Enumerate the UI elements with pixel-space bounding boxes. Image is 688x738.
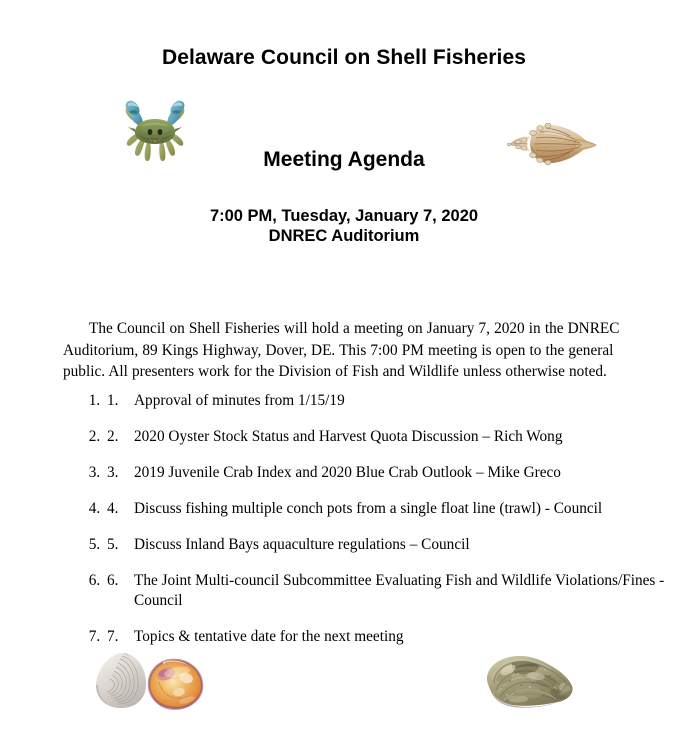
agenda-item-text: 2019 Juvenile Crab Index and 2020 Blue Crab Outlook – Mike Greco <box>134 464 561 481</box>
meeting-details <box>0 206 688 246</box>
agenda-item-5 <box>104 535 684 555</box>
agenda-item-6 <box>104 571 684 611</box>
agenda-item-7 <box>104 627 684 647</box>
agenda-item-number: 2. 2. <box>107 428 119 445</box>
page-title: Delaware Council on Shell Fisheries <box>161 46 527 69</box>
hard-clam-quahog-shells-image <box>91 648 209 714</box>
agenda-heading: Meeting Agenda <box>263 148 425 171</box>
agenda-item-text: The Joint Multi-council Subcommittee Evaluating Fish and Wildlife Violations/Fines - Council <box>134 572 665 609</box>
agenda-item-1 <box>104 391 684 411</box>
agenda-item-text: 2020 Oyster Stock Status and Harvest Quota Discussion – Rich Wong <box>134 428 563 445</box>
agenda-item-text: Topics & tentative date for the next meeting <box>134 628 404 645</box>
knobbed-whelk-conch-shell-image <box>502 118 598 170</box>
agenda-item-2 <box>104 427 684 447</box>
agenda-item-4 <box>104 499 684 519</box>
eastern-oyster-shell-image <box>474 650 576 714</box>
agenda-item-number: 7. 7. <box>107 628 119 645</box>
agenda-item-number: 3. 3. <box>107 464 119 481</box>
agenda-item-number: 1. 1. <box>107 392 119 409</box>
meeting-time: 7:00 PM, Tuesday, January 7, 2020 <box>209 207 479 225</box>
intro-paragraph: The Council on Shell Fisheries will hold a meeting on January 7, 2020 in the DNREC Auditorium, 89 Kings Highway, Dover, DE. This 7:00 PM meeting is open to the general public. All presenters work for the Division of Fish and Wildlife unless otherwise noted. <box>63 320 620 381</box>
agenda-item-text: Approval of minutes from 1/15/19 <box>134 392 345 409</box>
agenda-item-number: 6. 6. <box>107 572 119 589</box>
agenda-item-number: 5. 5. <box>107 536 119 553</box>
agenda-item-3 <box>104 463 684 483</box>
agenda-item-text: Discuss fishing multiple conch pots from a single float line (trawl) - Council <box>134 500 603 517</box>
agenda-item-text: Discuss Inland Bays aquaculture regulations – Council <box>134 536 470 553</box>
agenda-item-list <box>64 391 684 663</box>
meeting-location: DNREC Auditorium <box>268 227 420 245</box>
agenda-item-number: 4. 4. <box>107 500 119 517</box>
